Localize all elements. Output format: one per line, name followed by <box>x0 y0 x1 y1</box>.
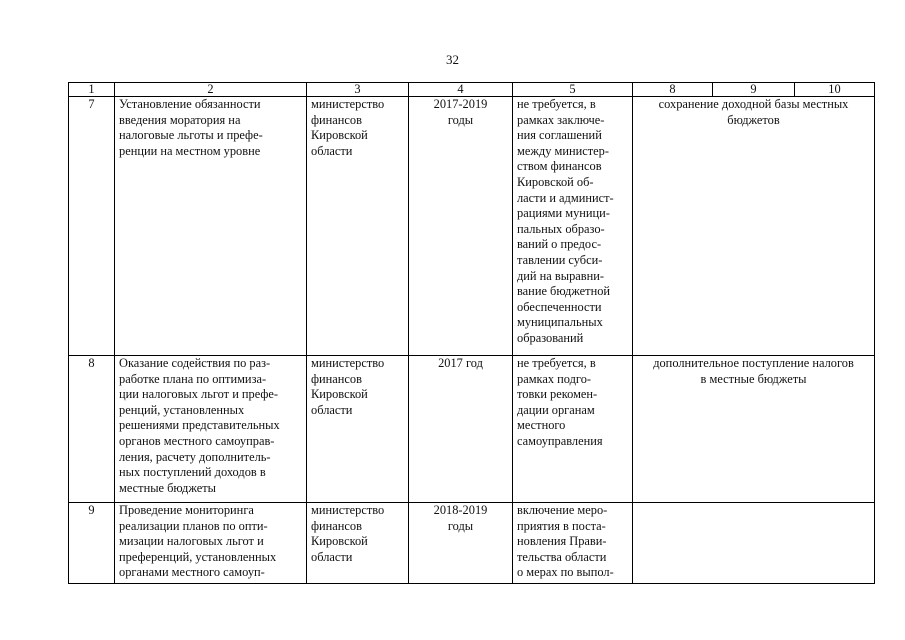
row-number: 8 <box>69 356 115 503</box>
measure-cell: Оказание содействия по раз- работке плана по оптимиза- ции налоговых льгот и префе- ренций, установленных решениями представительных органов местного самоуправ- ления, расчету дополнитель- ных поступлений доходов в местные бюджеты <box>115 356 307 503</box>
period-cell: 2017 год <box>409 356 513 503</box>
header-cell: 1 <box>69 83 115 97</box>
form-cell: включение меро- приятия в поста- новления Прави- тельства области о мерах по выпол- <box>513 503 633 584</box>
executor-cell: министерство финансов Кировской области <box>307 503 409 584</box>
row-number: 9 <box>69 503 115 584</box>
table-row <box>69 503 875 584</box>
measure-cell: Установление обязанности введения моратория на налоговые льготы и префе- ренции на местном уровне <box>115 97 307 356</box>
header-cell: 5 <box>513 83 633 97</box>
period-cell: 2018-2019 годы <box>409 503 513 584</box>
header-cell: 4 <box>409 83 513 97</box>
period-cell: 2017-2019 годы <box>409 97 513 356</box>
header-cell: 9 <box>713 83 795 97</box>
header-cell: 3 <box>307 83 409 97</box>
form-cell: не требуется, в рамках подго- товки рекомен- дации органам местного самоуправления <box>513 356 633 503</box>
measures-table <box>68 82 875 584</box>
header-cell: 8 <box>633 83 713 97</box>
row-number: 7 <box>69 97 115 356</box>
page-number: 32 <box>446 52 459 67</box>
header-cell: 10 <box>795 83 875 97</box>
result-cell <box>633 503 875 584</box>
executor-cell: министерство финансов Кировской области <box>307 356 409 503</box>
table-row <box>69 356 875 503</box>
result-cell: дополнительное поступление налогов в местные бюджеты <box>633 356 875 503</box>
measure-cell: Проведение мониторинга реализации планов по опти- мизации налоговых льгот и преференций, установленных органами местного самоуп- <box>115 503 307 584</box>
result-cell: сохранение доходной базы местных бюджетов <box>633 97 875 356</box>
header-cell: 2 <box>115 83 307 97</box>
executor-cell: министерство финансов Кировской области <box>307 97 409 356</box>
table-row <box>69 97 875 356</box>
form-cell: не требуется, в рамках заключе- ния соглашений между министер- ством финансов Кировской об- ласти и админист- рациями муници- пальных образо- ваний о предос- тавлении субси- дий на выравни- вание бюджетной обеспеченности муниципальных образований <box>513 97 633 356</box>
header-row <box>69 83 875 97</box>
